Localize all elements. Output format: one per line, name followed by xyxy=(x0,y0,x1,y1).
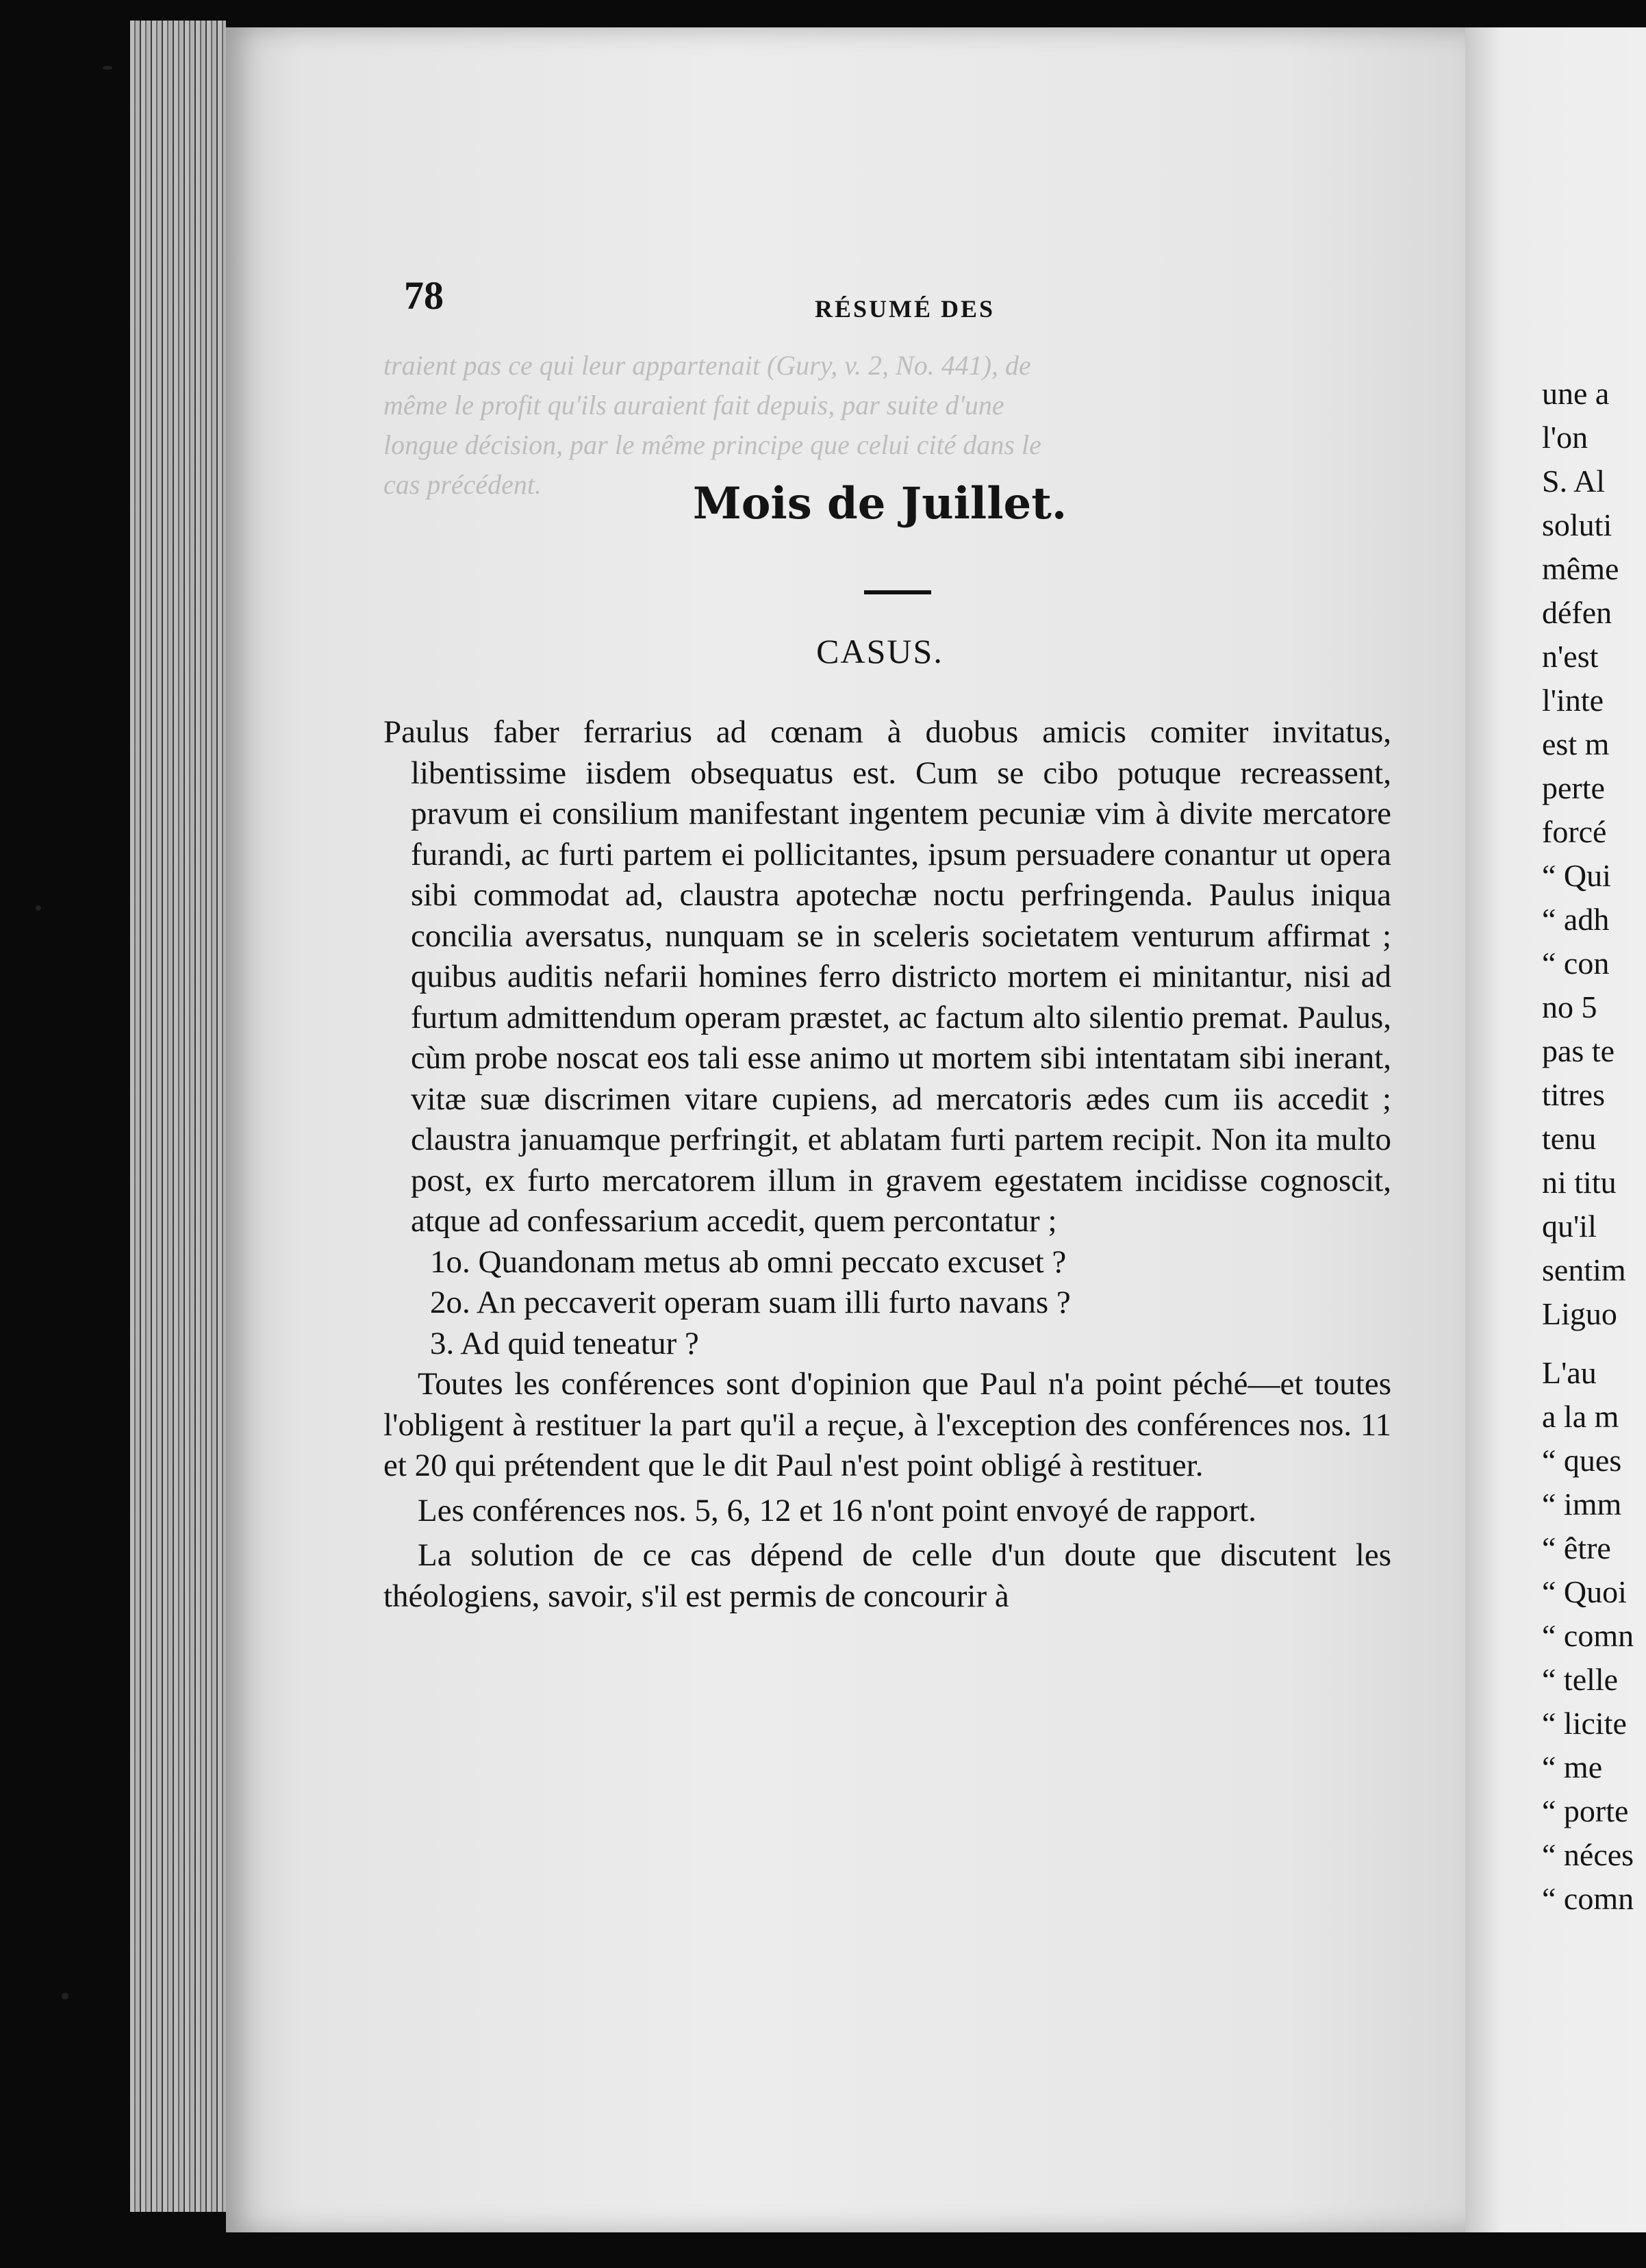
right-page-line: n'est xyxy=(1542,639,1599,674)
right-page-line: “ adh xyxy=(1542,902,1610,937)
right-page-line: a la m xyxy=(1542,1399,1619,1434)
right-page-line: “ Qui xyxy=(1542,858,1611,893)
heading-rule xyxy=(864,590,931,594)
right-page-line: “ licite xyxy=(1542,1706,1627,1741)
question-item: 3. Ad quid teneatur ? xyxy=(430,1325,699,1361)
right-page-line: “ Quoi xyxy=(1542,1574,1627,1609)
month-heading: Mois de Juillet. xyxy=(692,478,1067,529)
question-item: 1o. Quandonam metus ab omni peccato excuset ? xyxy=(430,1244,1067,1280)
show-through-line: cas précédent. xyxy=(383,469,542,500)
section-title: CASUS. xyxy=(816,632,944,670)
right-page-line: “ porte xyxy=(1542,1793,1629,1828)
right-page-line: même xyxy=(1542,551,1619,586)
casus-body xyxy=(383,712,1391,1617)
right-page-line: est m xyxy=(1542,727,1610,761)
scan-speck xyxy=(36,905,41,911)
right-page-line: “ con xyxy=(1542,946,1610,981)
show-through-line: même le profit qu'ils auraient fait depuis, par suite d'une xyxy=(383,390,1004,420)
right-page-line: pas te xyxy=(1542,1033,1615,1068)
right-page-line: titres xyxy=(1542,1077,1605,1112)
right-page-line: Liguo xyxy=(1542,1296,1617,1331)
right-page-line: forcé xyxy=(1542,814,1607,849)
right-page-line: qu'il xyxy=(1542,1209,1597,1244)
show-through-line: traient pas ce qui leur appartenait (Gury, v. 2, No. 441), de xyxy=(383,350,1031,381)
right-page-line: S. Al xyxy=(1542,464,1606,499)
right-page-line: “ imm xyxy=(1542,1487,1622,1522)
right-page-line: “ ques xyxy=(1542,1443,1622,1478)
book-edge xyxy=(130,21,226,2212)
right-page-line: “ comn xyxy=(1542,1881,1634,1916)
scan-speck xyxy=(103,66,112,70)
right-page-line: no 5 xyxy=(1542,990,1597,1024)
right-page-line: sentim xyxy=(1542,1252,1626,1287)
right-page-line: “ néces xyxy=(1542,1837,1634,1872)
right-page-line: “ telle xyxy=(1542,1662,1619,1697)
body-paragraph: Les conférences nos. 5, 6, 12 et 16 n'ont point envoyé de rapport. xyxy=(418,1492,1256,1528)
show-through-line: longue décision, par le même principe que celui cité dans le xyxy=(383,429,1041,460)
page-number: 78 xyxy=(404,273,444,318)
right-page-line: L'au xyxy=(1542,1355,1597,1390)
right-page-line: l'inte xyxy=(1542,683,1604,718)
right-page-line: l'on xyxy=(1542,420,1588,455)
right-page-line: perte xyxy=(1542,770,1605,805)
question-item: 2o. An peccaverit operam suam illi furto navans ? xyxy=(430,1285,1071,1320)
right-page-line: ni titu xyxy=(1542,1165,1617,1200)
body-paragraph: La solution de ce cas dépend de celle d'un doute que discutent les théologiens, savoir, s'il est permis de concourir à xyxy=(383,1537,1391,1614)
body-paragraph: Toutes les conférences sont d'opinion que Paul n'a point péché—et toutes l'obligent à restituer la part qu'il a reçue, à l'exception des conférences nos. 11 et 20 qui prétendent que le dit Paul n'est point obligé à restituer. xyxy=(383,1366,1391,1483)
running-title: RÉSUMÉ DES xyxy=(815,295,996,323)
right-page-line: “ être xyxy=(1542,1530,1611,1565)
right-page-line: tenu xyxy=(1542,1121,1597,1156)
scan-speck xyxy=(62,1993,68,2000)
right-page-line: une a xyxy=(1542,376,1610,411)
right-page-line: “ me xyxy=(1542,1750,1603,1785)
casus-paragraph: Paulus faber ferrarius ad cœnam à duobus amicis comiter invitatus, libentissime iisdem obsequatus est. Cum se cibo potuque recreassent, pravum ei consilium manifestant ingentem pecuniæ vim à divite mercatore furandi, ac furti partem ei pollicitantes, ipsum persuadere conantur ut opera sibi commodat ad, claustra apotechæ noctu perfringenda. Paulus iniqua concilia aversatus, nunquam se in sceleris societatem venturum affirmat ; quibus auditis nefarii homines ferro districto mortem ei minitantur, nisi ad furtum admittendum operam præstet, ac factum alto silentio premat. Paulus, cùm probe noscat eos tali esse animo ut mortem sibi intentatam sibi inerant, vitæ suæ discrimen vitare cupiens, ad mercatoris ædes cum iis accedit ; claustra januamque perfringit, et ablatam furti partem recipit. Non ita multo post, ex furto mercatorem illum in gravem egestatem incidisse cognoscit, atque ad confessarium accedit, quem percontatur ; xyxy=(383,714,1391,1239)
right-page-line: défen xyxy=(1542,595,1612,630)
right-page-line: soluti xyxy=(1542,507,1612,542)
right-page-line: “ comn xyxy=(1542,1618,1634,1653)
